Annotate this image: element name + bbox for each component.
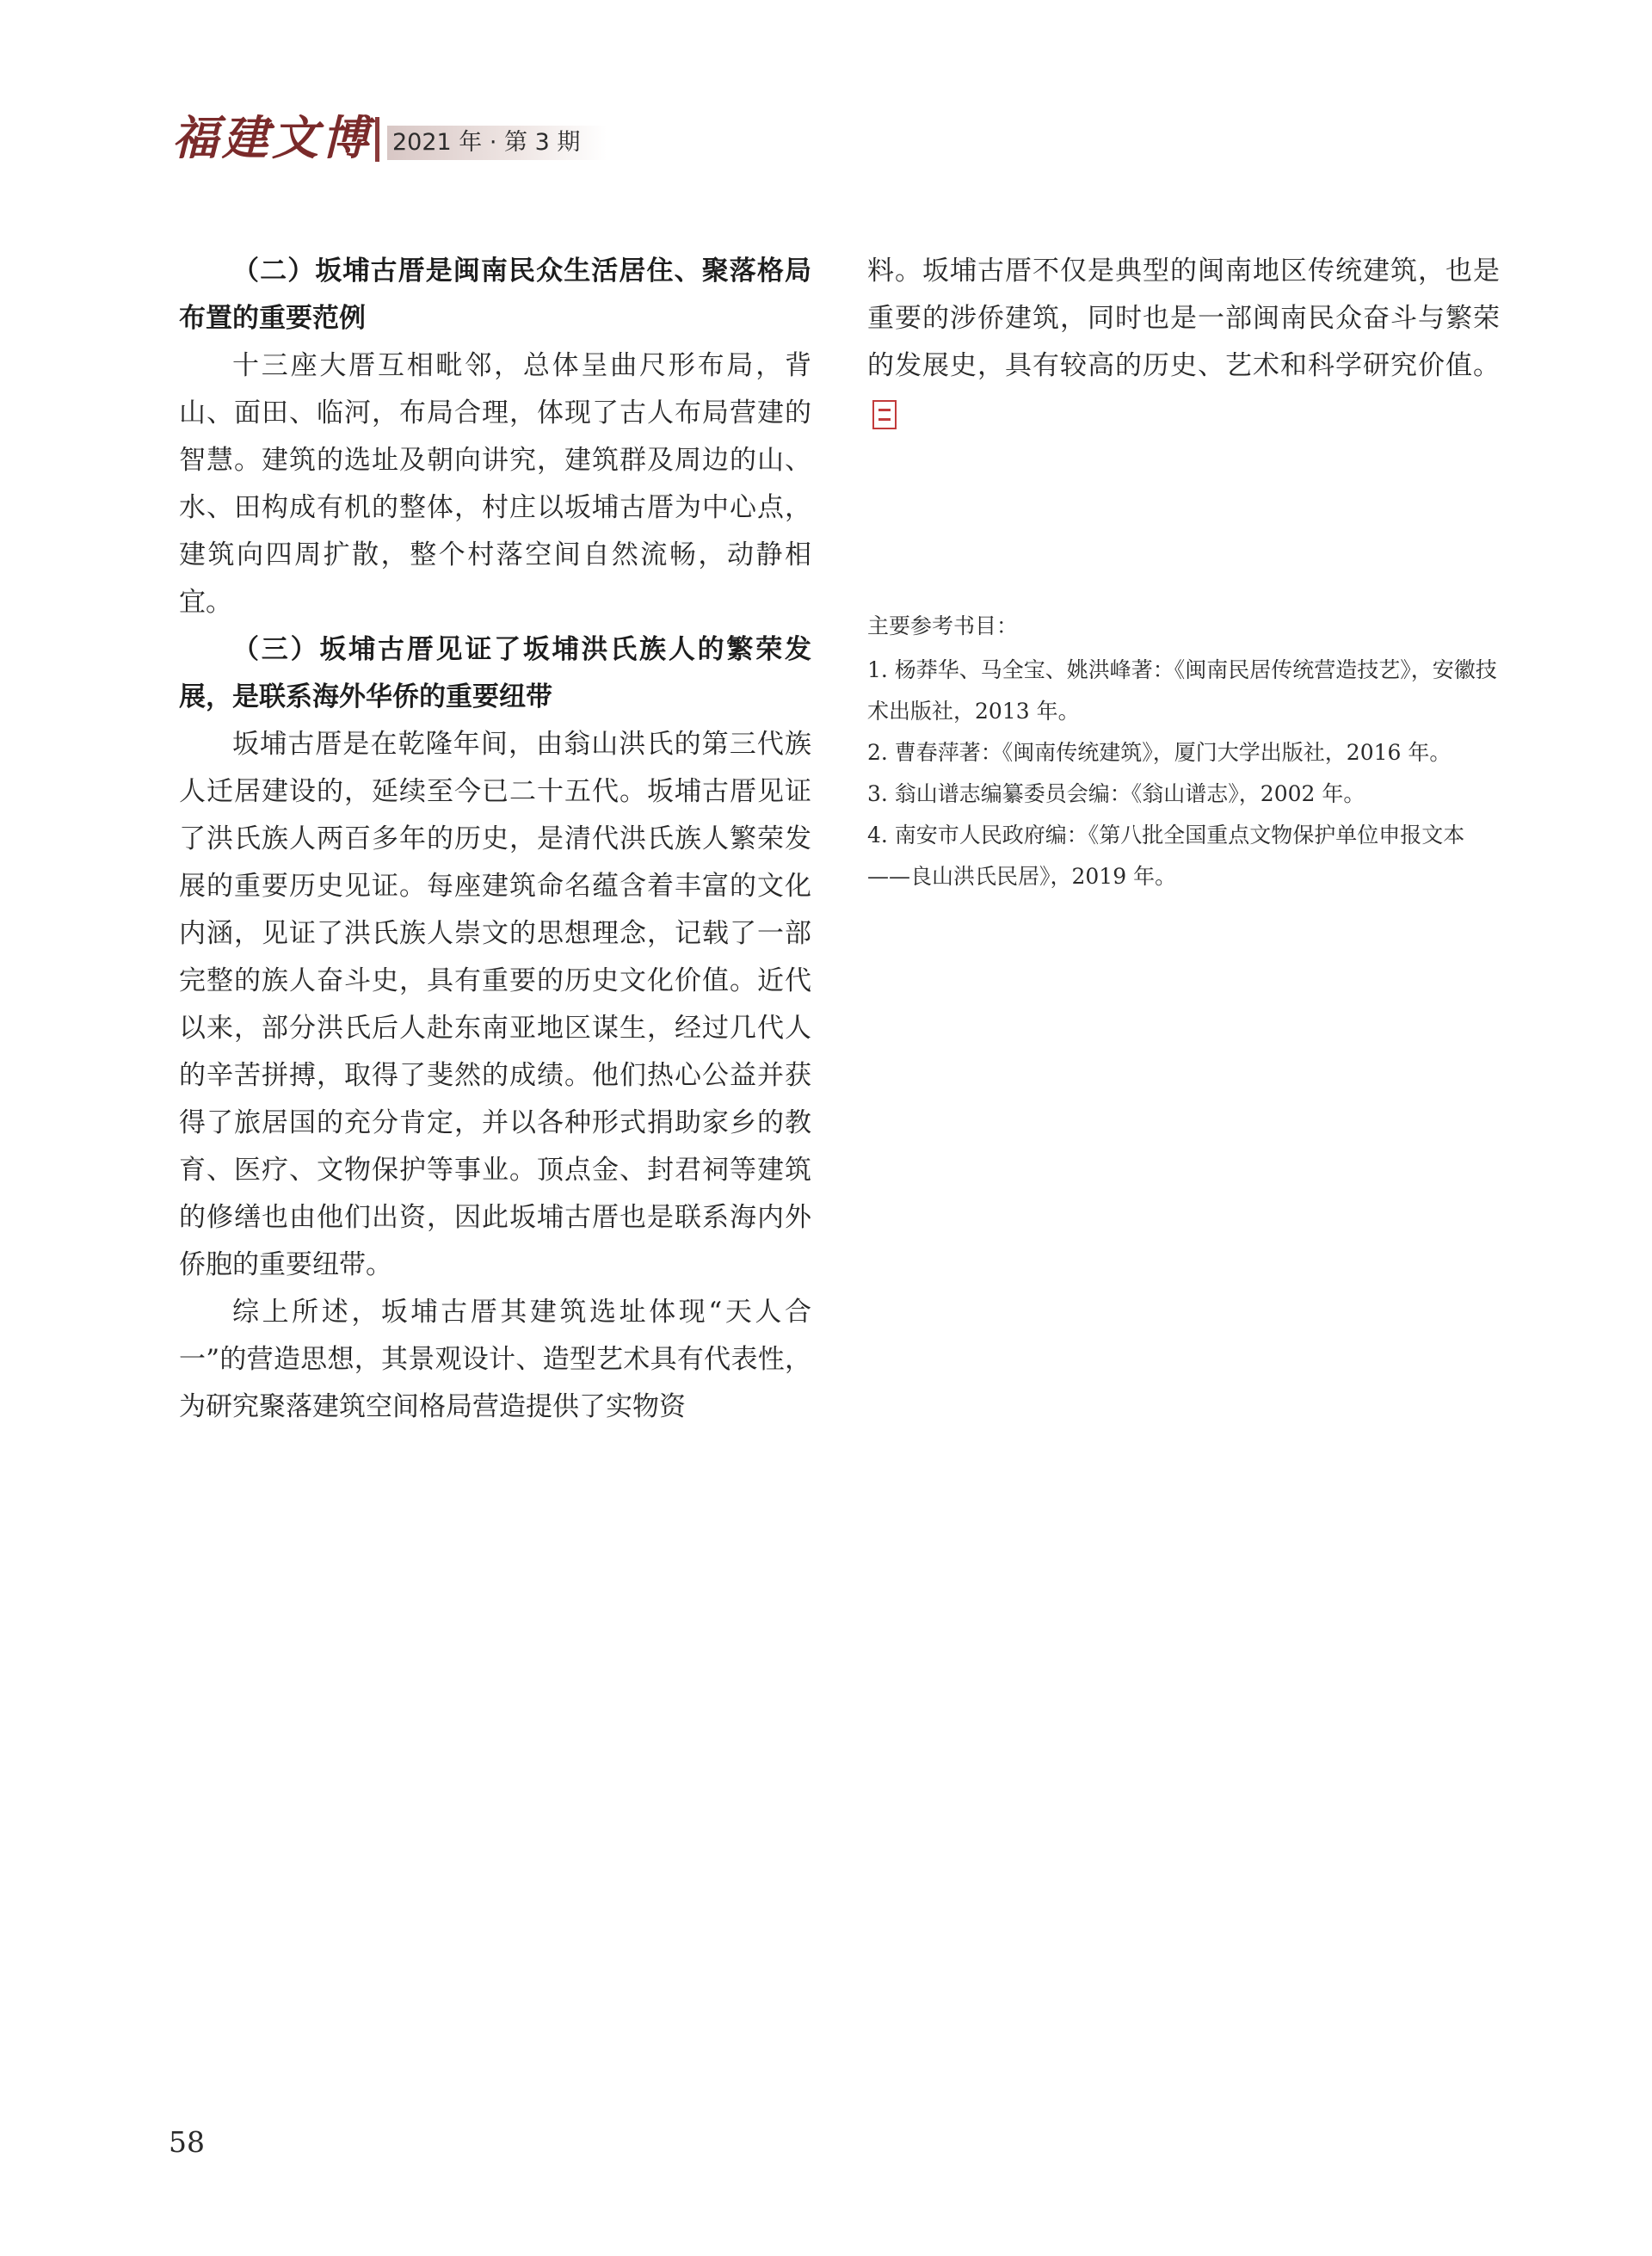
section-heading-3: （三）坂埔古厝见证了坂埔洪氏族人的繁荣发展，是联系海外华侨的重要纽带 [179, 634, 811, 712]
paragraph-continued [867, 248, 1500, 437]
journal-logo: 福建文博 [172, 110, 372, 165]
right-column [867, 248, 1500, 437]
reference-item: 4. 南安市人民政府编：《第八批全国重点文物保护单位申报文本——良山洪氏民居》，2019 年。 [867, 823, 1465, 889]
header-divider [375, 117, 379, 162]
end-seal-icon [872, 400, 897, 429]
reference-item: 2. 曹春萍著：《闽南传统建筑》，厦门大学出版社，2016 年。 [867, 740, 1452, 765]
left-column [179, 248, 811, 1431]
issue-band [387, 126, 607, 160]
paragraph-3: 综上所述，坂埔古厝其建筑选址体现“天人合一”的营造思想，其景观设计、造型艺术具有代表性，为研究聚落建筑空间格局营造提供了实物资 [179, 1297, 811, 1422]
reference-item: 3. 翁山谱志编纂委员会编：《翁山谱志》，2002 年。 [867, 781, 1365, 806]
reference-item: 1. 杨莽华、马全宝、姚洪峰著：《闽南民居传统营造技艺》，安徽技术出版社，2013 年。 [867, 657, 1497, 724]
references-title: 主要参考书目： [867, 613, 1019, 638]
paragraph-1: 十三座大厝互相毗邻，总体呈曲尺形布局，背山、面田、临河，布局合理，体现了古人布局营建的智慧。建筑的选址及朝向讲究，建筑群及周边的山、水、田构成有机的整体，村庄以坂埔古厝为中心点，建筑向四周扩散，整个村落空间自然流畅，动静相宜。 [179, 350, 811, 618]
issue-label: 2021 年 · 第 3 期 [392, 129, 581, 156]
references-section [867, 607, 1500, 897]
paragraph-2: 坂埔古厝是在乾隆年间，由翁山洪氏的第三代族人迁居建设的，延续至今已二十五代。坂埔古厝见证了洪氏族人两百多年的历史，是清代洪氏族人繁荣发展的重要历史见证。每座建筑命名蕴含着丰富的文化内涵，见证了洪氏族人崇文的思想理念，记载了一部完整的族人奋斗史，具有重要的历史文化价值。近代以来，部分洪氏后人赴东南亚地区谋生，经过几代人的辛苦拼搏，取得了斐然的成绩。他们热心公益并获得了旅居国的充分肯定，并以各种形式捐助家乡的教育、医疗、文物保护等事业。顶点金、封君祠等建筑的修缮也由他们出资，因此坂埔古厝也是联系海内外侨胞的重要纽带。 [179, 729, 811, 1280]
paragraph-continued-text: 料。坂埔古厝不仅是典型的闽南地区传统建筑，也是重要的涉侨建筑，同时也是一部闽南民众奋斗与繁荣的发展史，具有较高的历史、艺术和科学研究价值。 [867, 256, 1500, 381]
section-heading-2: （二）坂埔古厝是闽南民众生活居住、聚落格局布置的重要范例 [179, 256, 811, 334]
page-number: 58 [169, 2125, 205, 2159]
page-header [172, 110, 620, 165]
